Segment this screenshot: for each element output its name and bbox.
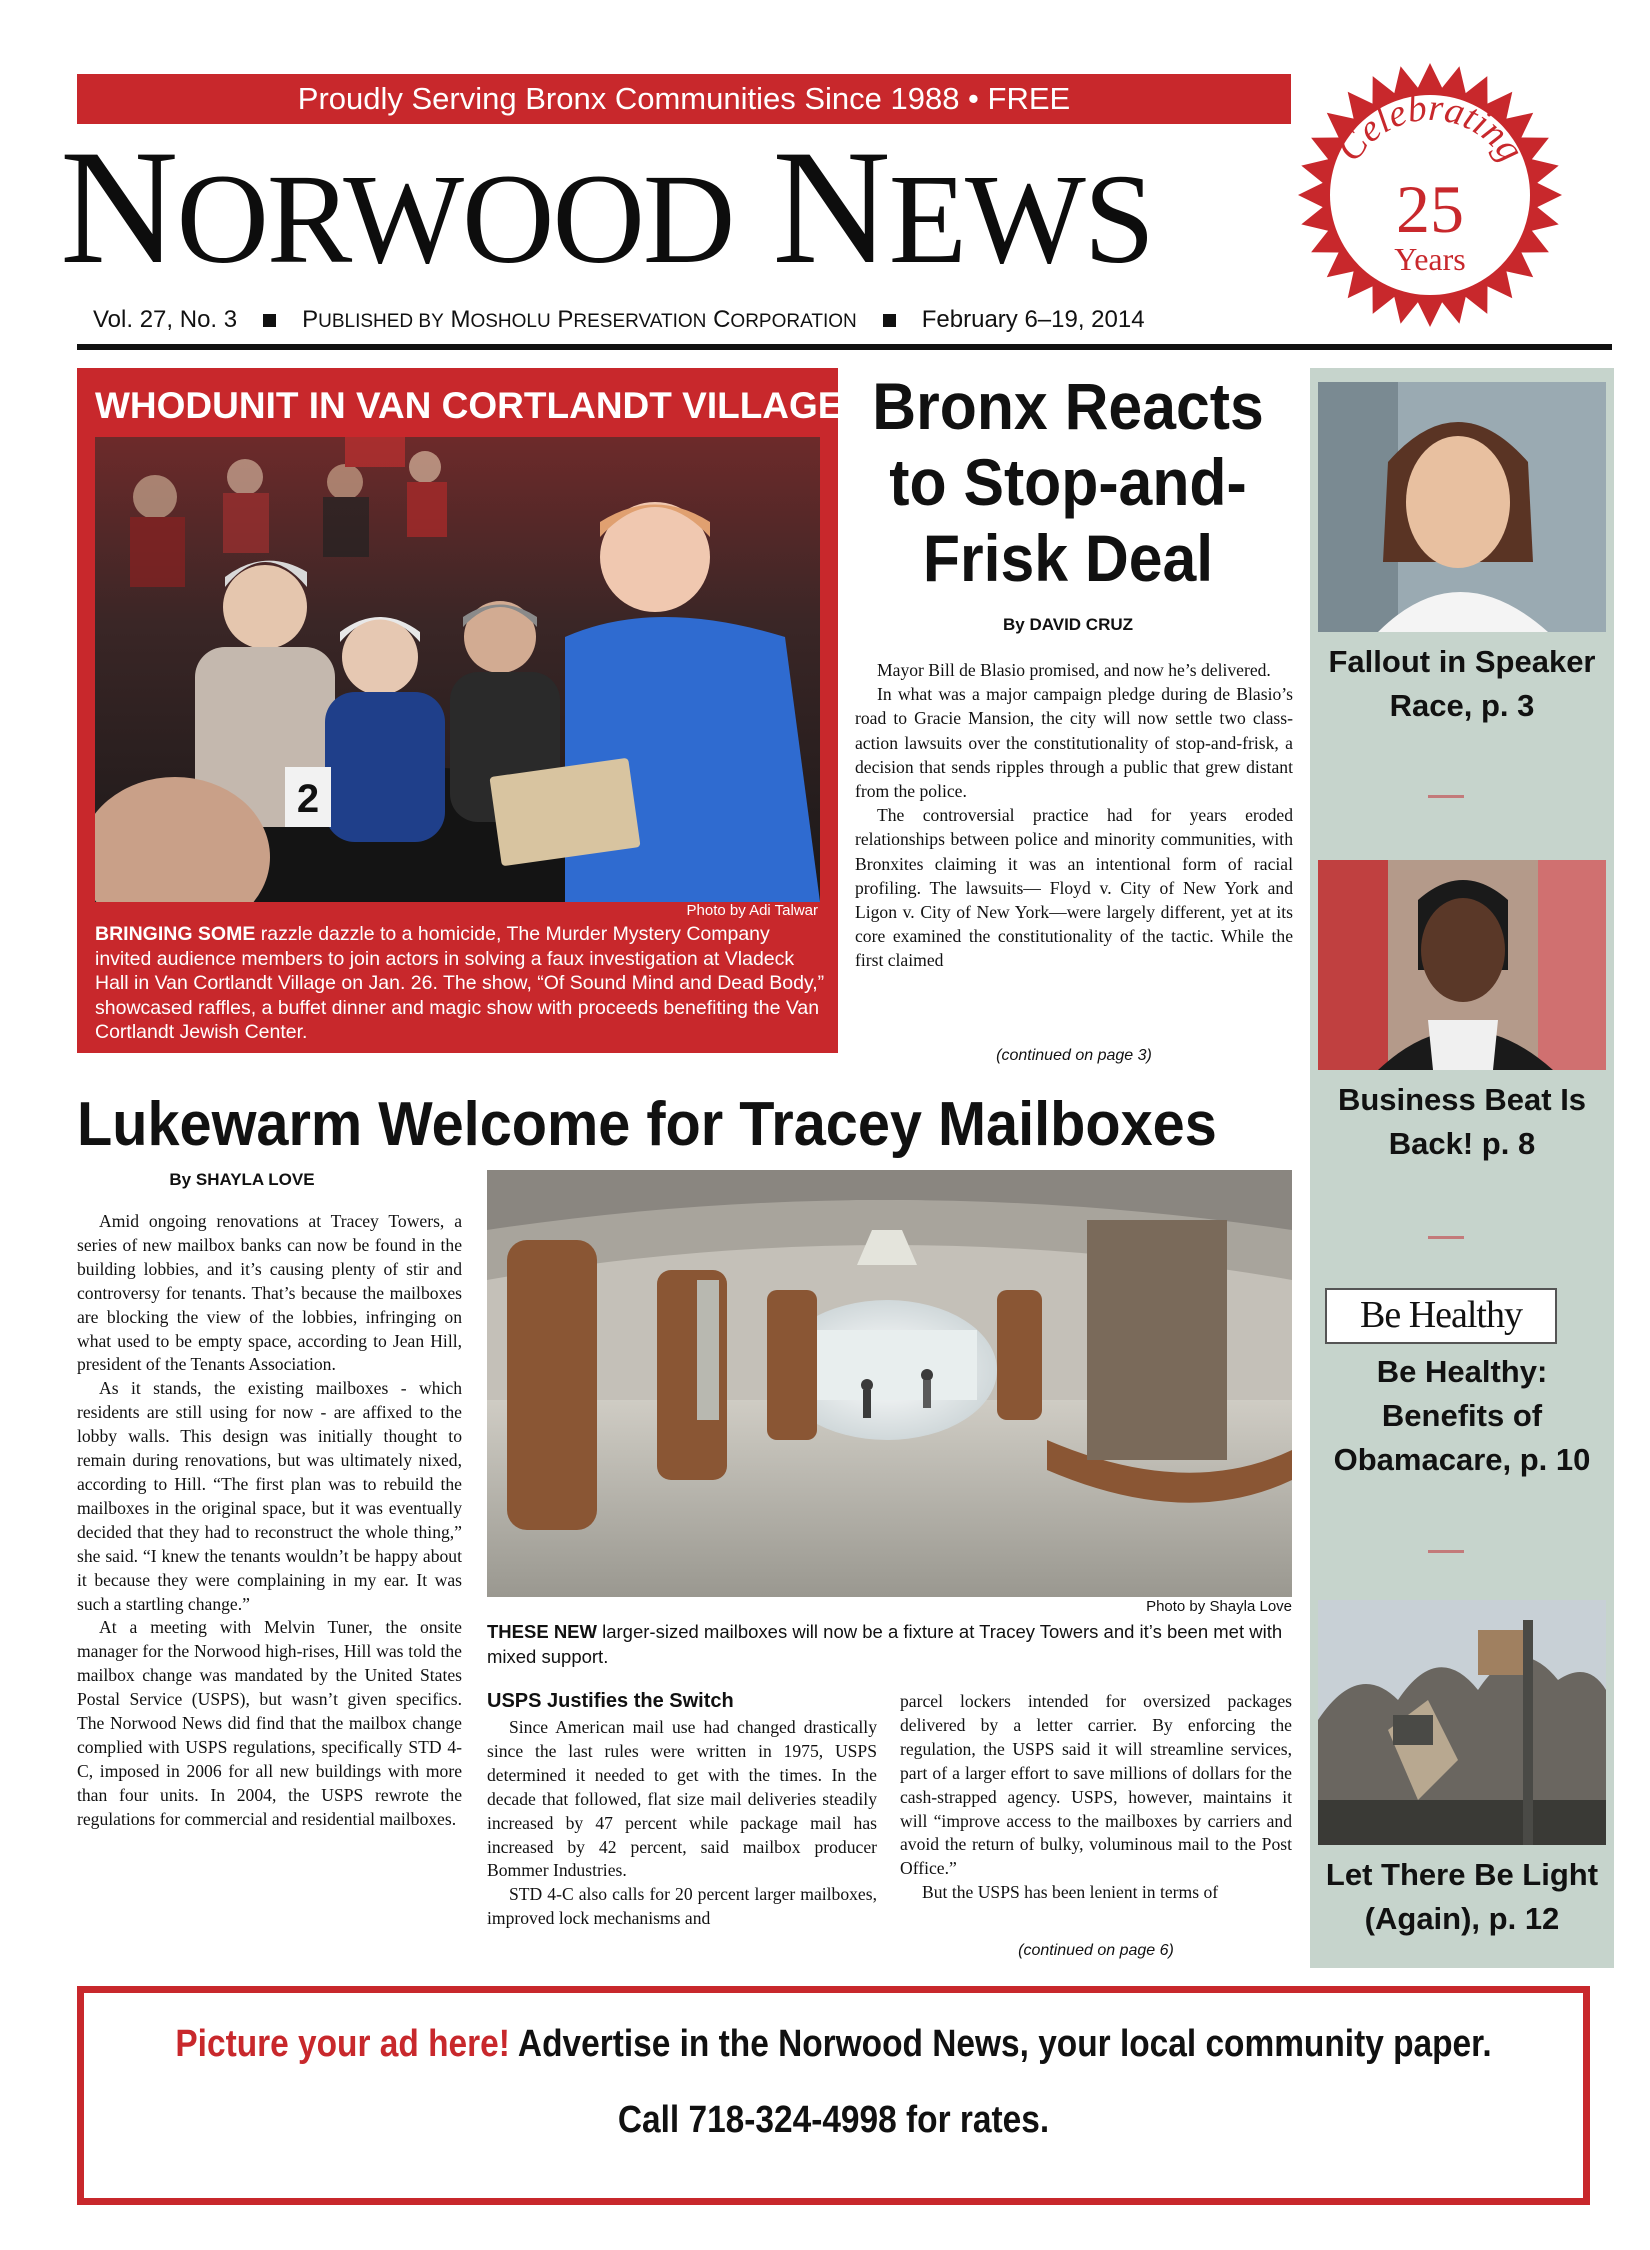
caption-lead: THESE NEW [487,1621,597,1642]
bronx-byline: By DAVID CRUZ [1002,615,1134,634]
sidebar-item-obamacare[interactable]: Be Healthy: Benefits of Obamacare, p. 10 [1333,1354,1591,1477]
paragraph: As it stands, the existing mailboxes - which residents are still using for now - are affixed to the lobby walls. This design was initially thought to remain during renovations, but was ultimately nixed, according to Hill. “The first plan was to rebuild the mailboxes in the original space, but it was eventually decided that they had to reconstruct the whole thing,” she said. “I knew the tenants wouldn’t be happy about it because they were complaining in my ear. It was such a startling change.” [77,1378,462,1614]
title-initial-n: N [60,117,177,298]
lukewarm-subhead: USPS Justifies the Switch [487,1690,734,1712]
caption-text: razzle dazzle to a homicide, The Murder Mystery Company invited audience members to join actors in solving a faux investigation at Vladeck Hall in Van Cortlandt Village on Jan. 26. The show, “Of Sound Mind and Dead Body,” showcased raffles, a buffet dinner and magic show with proceeds benefiting the Van Cortlandt Jewish Center. [95,923,825,1043]
separator-square-icon [263,314,276,327]
lukewarm-continued-link[interactable]: (continued on page 6) [1018,1942,1174,1959]
separator-square-icon [883,314,896,327]
lukewarm-column-3 [900,1690,1292,1940]
streetlight-photo [1318,1600,1606,1845]
lukewarm-byline: By SHAYLA LOVE [169,1170,315,1189]
paragraph: STD 4-C also calls for 20 percent larger mailboxes, improved lock mechanisms and [487,1884,877,1929]
lukewarm-headline[interactable]: Lukewarm Welcome for Tracey Mailboxes [77,1090,1217,1159]
mailbox-lobby-photo [487,1170,1292,1597]
sidebar-divider [1428,1236,1464,1239]
paragraph: But the USPS has been lenient in terms of [922,1882,1219,1903]
masthead-rule [77,344,1612,350]
volume-number: Vol. 27, No. 3 [93,306,238,333]
title-orwood: ORWOOD [176,148,734,290]
sidebar-item-speaker[interactable]: Fallout in Speaker Race, p. 3 [1328,644,1596,723]
paragraph: In what was a major campaign pledge during de Blasio’s road to Gracie Mansion, the city will now settle two class-action lawsuits over the constitutionality of stop-and-frisk, a decision that sends ripples through a public that grew distant from the police. [855,684,1293,802]
whodunit-caption [95,922,825,1047]
speaker-photo [1318,382,1606,632]
sidebar-item-light[interactable]: Let There Be Light (Again), p. 12 [1325,1857,1599,1936]
seal-top-text: Celebrating [1328,86,1533,170]
paragraph: The controversial practice had for years eroded relationships between police and minority communities, with Bronxites claiming it was an intentional form of racial profiling. The lawsuits— Floyd v. City of New York and Ligon v. City of New York—were largely different, yet at its core examined the constitutionality of the tactic. While the first claimed [855,805,1293,971]
seal-bottom-text: Years [1394,241,1466,277]
seal-number: 25 [1396,171,1464,247]
publisher-line: PUBLISHED BY MOSHOLU PRESERVATION CORPORATION [302,306,857,333]
paragraph: At a meeting with Melvin Tuner, the onsite manager for the Norwood high-rises, Hill was told the mailbox change was mandated by the United States Postal Service (USPS), but wasn’t given specifics. The Norwood News did find that the mailbox change complied with USPS regulations, specifically STD 4-C, imposed in 2006 for all new buildings with more than four units. In 2004, the USPS rewrote the regulations for commercial and residential mailboxes. [77,1617,462,1829]
ad-red-text: Picture your ad here! [175,2023,510,2065]
ad-phone-line[interactable]: Call 718-324-4998 for rates. [617,2099,1050,2141]
title-ews: EWS [888,148,1153,290]
business-photo [1318,860,1606,1070]
lukewarm-caption [487,1620,1292,1672]
be-healthy-logo: Be Healthy [1325,1288,1557,1344]
issue-info-line [93,302,1293,338]
paragraph: Since American mail use had changed drastically since the last rules were written in 1975, USPS determined it needed to get with the times. In the decade that followed, flat size mail deliveries steadily increased by 47 percent while package mail has increased by 42 percent, said mailbox producer Bommer Industries. [487,1717,877,1881]
bronx-headline[interactable]: Bronx Reacts to Stop-and-Frisk Deal [872,369,1264,595]
ad-text: Advertise in the Norwood News, your local community paper. [509,2023,1492,2065]
ad-headline [174,2014,1493,2074]
paragraph: Mayor Bill de Blasio promised, and now he’s delivered. [877,660,1271,680]
sidebar-divider [1428,1550,1464,1553]
top-banner: Proudly Serving Bronx Communities Since 1988 • FREE [77,74,1291,124]
lukewarm-column-1 [77,1210,462,1960]
sidebar-divider [1428,795,1464,798]
lukewarm-column-2 [487,1716,877,1966]
caption-text: larger-sized mailboxes will now be a fixture at Tracey Towers and it’s been met with mixed support. [487,1621,1283,1667]
paragraph: parcel lockers intended for oversized packages delivered by a letter carrier. By enforcing the regulation, the USPS said it will streamline services, part of a larger effort to save millions of dollars for the cash-strapped agency. USPS, however, maintains it will “improve access to the mailboxes by carriers and avoid the return of bulky, voluminous mail to the Post Office.” [900,1691,1292,1879]
whodunit-headline[interactable]: WHODUNIT IN VAN CORTLANDT VILLAGE [95,385,843,426]
newspaper-title [60,118,1300,298]
table-number: 2 [296,777,320,821]
anniversary-seal [1295,60,1565,330]
bronx-continued-link[interactable]: (continued on page 3) [996,1047,1152,1064]
lukewarm-photo-credit: Photo by Shayla Love [1146,1598,1292,1615]
caption-lead: BRINGING SOME [95,923,256,945]
issue-date: February 6–19, 2014 [921,306,1145,333]
title-initial-n2: N [772,117,889,298]
bronx-article-body [855,658,1293,1058]
whodunit-photo-credit: Photo by Adi Talwar [686,902,818,919]
paragraph: Amid ongoing renovations at Tracey Towers, a series of new mailbox banks can now be found in the building lobbies, and it’s causing plenty of stir and controversy for tenants. That’s because the mailboxes are blocking the view of the lobbies, infringing on what used to be empty space, according to Jean Hill, president of the Tenants Association. [77,1211,462,1375]
sidebar-item-business[interactable]: Business Beat Is Back! p. 8 [1337,1082,1587,1161]
murder-mystery-photo [95,437,820,902]
